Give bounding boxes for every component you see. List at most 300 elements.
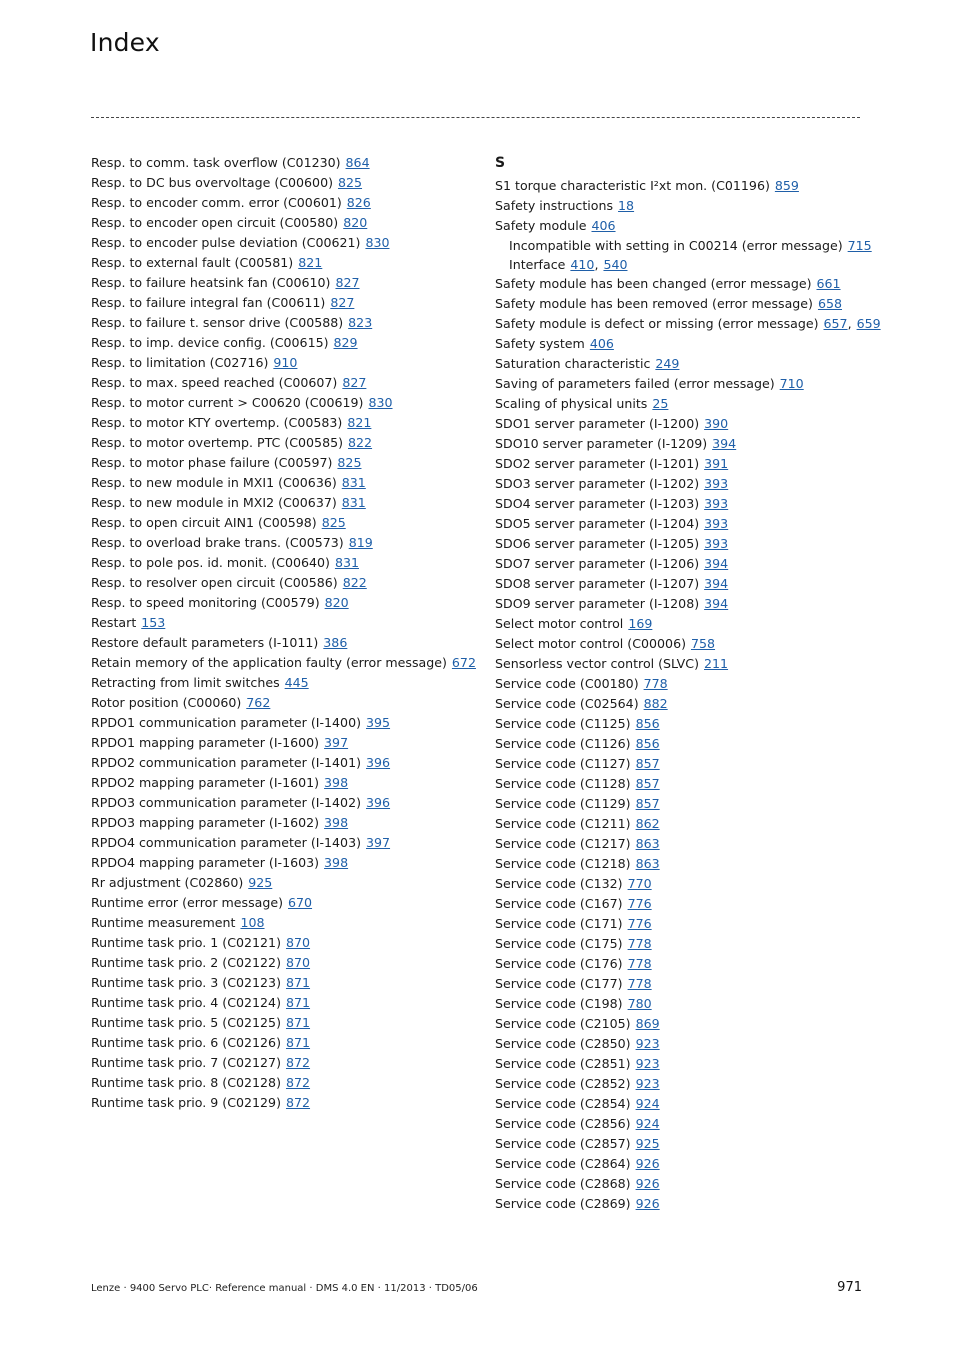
index-entry — [91, 473, 491, 493]
index-term: Service code (C2852) — [495, 1076, 631, 1091]
index-entry — [91, 673, 491, 693]
index-term: Incompatible with setting in C00214 (error message) — [509, 238, 843, 253]
index-entry — [91, 1073, 491, 1093]
index-entry — [495, 216, 895, 236]
page-link[interactable]: 670 — [288, 895, 313, 910]
page-link[interactable]: 872 — [285, 1055, 311, 1070]
page-link[interactable]: 153 — [141, 615, 166, 630]
index-entry — [495, 1034, 895, 1054]
index-term: Service code (C1211) — [495, 816, 631, 831]
page-link[interactable]: 715 — [847, 238, 872, 253]
index-term: Service code (C1218) — [495, 856, 631, 871]
page-link[interactable]: 398 — [324, 815, 349, 830]
index-entry — [495, 414, 895, 434]
index-term: Runtime task prio. 9 (C02129) — [91, 1095, 281, 1110]
index-term: Rr adjustment (C02860) — [91, 875, 244, 890]
index-subentry — [495, 255, 895, 274]
index-term: Resp. to failure integral fan (C00611) — [91, 295, 326, 310]
index-term: Service code (C2854) — [495, 1096, 631, 1111]
page-link[interactable]: 18 — [618, 198, 635, 213]
index-term: Runtime task prio. 8 (C02128) — [91, 1075, 281, 1090]
index-entry — [91, 853, 491, 873]
index-term: Runtime task prio. 4 (C02124) — [91, 995, 281, 1010]
index-term: Resp. to failure heatsink fan (C00610) — [91, 275, 331, 290]
index-entry — [91, 333, 491, 353]
index-entry — [495, 1014, 895, 1034]
index-entry — [91, 893, 491, 913]
page-link[interactable]: 924 — [635, 1116, 660, 1131]
index-term: RPDO3 communication parameter (I-1402) — [91, 795, 361, 810]
index-term: SDO8 server parameter (I-1207) — [495, 576, 700, 591]
index-entry — [495, 574, 895, 594]
index-entry — [495, 1074, 895, 1094]
index-term: Rotor position (C00060) — [91, 695, 242, 710]
index-entry — [495, 634, 895, 654]
index-term: Safety module has been changed (error message) — [495, 276, 812, 291]
page-link[interactable]: 923 — [635, 1056, 660, 1071]
index-term: Resp. to open circuit AIN1 (C00598) — [91, 515, 317, 530]
page-link[interactable]: 661 — [816, 276, 841, 291]
page-link[interactable]: 821 — [298, 255, 323, 270]
index-term: Resp. to encoder comm. error (C00601) — [91, 195, 342, 210]
page-link[interactable]: 871 — [285, 1035, 311, 1050]
page-link[interactable]: 393 — [704, 536, 729, 551]
page-link[interactable]: 926 — [635, 1156, 660, 1171]
index-entry — [495, 734, 895, 754]
page-link[interactable]: 108 — [240, 915, 265, 930]
index-entry — [495, 834, 895, 854]
index-entry — [495, 694, 895, 714]
page-link[interactable]: 882 — [643, 696, 668, 711]
index-entry — [91, 613, 491, 633]
index-entry — [91, 533, 491, 553]
page-link[interactable]: 394 — [704, 556, 729, 571]
index-entry — [91, 313, 491, 333]
page-link[interactable]: 394 — [704, 596, 729, 611]
index-term: Restart — [91, 615, 137, 630]
index-entry — [91, 733, 491, 753]
index-term: Service code (C1217) — [495, 836, 631, 851]
index-entry — [91, 253, 491, 273]
index-entry — [91, 793, 491, 813]
page-link[interactable]: 394 — [704, 576, 729, 591]
page-link[interactable]: 776 — [627, 916, 652, 931]
page-link[interactable]: 823 — [348, 315, 373, 330]
page-link[interactable]: 827 — [330, 295, 355, 310]
index-term: Runtime task prio. 1 (C02121) — [91, 935, 281, 950]
index-entry — [91, 373, 491, 393]
index-entry — [495, 1114, 895, 1134]
index-entry — [91, 393, 491, 413]
index-term: Safety module has been removed (error message) — [495, 296, 813, 311]
index-term: Safety system — [495, 336, 585, 351]
page-link[interactable]: 398 — [324, 855, 349, 870]
index-term: RPDO4 communication parameter (I-1403) — [91, 835, 361, 850]
page-link[interactable]: 386 — [323, 635, 348, 650]
page-link[interactable]: 864 — [345, 155, 370, 170]
index-entry — [91, 573, 491, 593]
index-entry — [495, 774, 895, 794]
page-link[interactable]: 862 — [635, 816, 660, 831]
index-entry — [495, 1094, 895, 1114]
index-entry — [495, 874, 895, 894]
page-link[interactable]: 393 — [704, 516, 729, 531]
page-link[interactable]: 406 — [589, 336, 614, 351]
page-link[interactable]: 923 — [635, 1036, 660, 1051]
page-link[interactable]: 821 — [347, 415, 372, 430]
index-term: Resp. to motor current > C00620 (C00619) — [91, 395, 364, 410]
page-link[interactable]: 393 — [704, 496, 729, 511]
page-link[interactable]: 872 — [285, 1095, 311, 1110]
page-link[interactable]: 394 — [712, 436, 737, 451]
index-term: Service code (C1126) — [495, 736, 631, 751]
index-entry — [495, 394, 895, 414]
index-term: RPDO1 mapping parameter (I-1600) — [91, 735, 320, 750]
index-entry — [495, 954, 895, 974]
page-link[interactable]: 822 — [342, 575, 367, 590]
index-term: Resp. to encoder open circuit (C00580) — [91, 215, 339, 230]
index-term: Resp. to motor KTY overtemp. (C00583) — [91, 415, 343, 430]
index-term: Runtime task prio. 2 (C02122) — [91, 955, 281, 970]
index-entry — [91, 153, 491, 173]
page-link[interactable]: 390 — [704, 416, 729, 431]
index-entry — [495, 554, 895, 574]
index-term: Saturation characteristic — [495, 356, 651, 371]
index-term: Scaling of physical units — [495, 396, 648, 411]
page-link[interactable]: 925 — [635, 1136, 660, 1151]
index-entry — [495, 176, 895, 196]
index-entry — [91, 553, 491, 573]
page-link[interactable]: 827 — [335, 275, 360, 290]
index-entry — [91, 813, 491, 833]
page-link[interactable]: 871 — [285, 995, 311, 1010]
page-link[interactable]: 396 — [366, 795, 391, 810]
index-term: Runtime task prio. 5 (C02125) — [91, 1015, 281, 1030]
index-term: Service code (C177) — [495, 976, 623, 991]
index-term: Service code (C2851) — [495, 1056, 631, 1071]
page-link[interactable]: 863 — [635, 856, 660, 871]
index-entry — [91, 453, 491, 473]
index-term: SDO1 server parameter (I-1200) — [495, 416, 700, 431]
footer-text: Lenze · 9400 Servo PLC· Reference manual · DMS 4.0 EN · 11/2013 · TD05/06 — [91, 1283, 478, 1294]
index-term: Service code (C2856) — [495, 1116, 631, 1131]
index-term: Service code (C176) — [495, 956, 623, 971]
page-link[interactable]: 657 — [823, 316, 848, 331]
page-link[interactable]: 758 — [691, 636, 716, 651]
index-term: Select motor control (C00006) — [495, 636, 686, 651]
page-link[interactable]: 393 — [704, 476, 729, 491]
page-link[interactable]: 870 — [285, 955, 311, 970]
index-entry — [495, 754, 895, 774]
index-term: Service code (C1125) — [495, 716, 631, 731]
index-term: Select motor control — [495, 616, 624, 631]
index-term: Service code (C1129) — [495, 796, 631, 811]
index-entry — [495, 1174, 895, 1194]
page-link[interactable]: 924 — [635, 1096, 660, 1111]
page-link[interactable]: 872 — [285, 1075, 311, 1090]
index-term: Resp. to imp. device config. (C00615) — [91, 335, 329, 350]
index-term: Service code (C2869) — [495, 1196, 631, 1211]
page-separator: , — [847, 316, 852, 331]
page-link[interactable]: 857 — [635, 776, 660, 791]
index-entry — [495, 1194, 895, 1214]
index-entry — [495, 274, 895, 294]
index-term: RPDO2 mapping parameter (I-1601) — [91, 775, 320, 790]
page-link[interactable]: 863 — [635, 836, 660, 851]
index-entry — [91, 593, 491, 613]
index-entry — [495, 794, 895, 814]
index-entry — [495, 674, 895, 694]
index-term: Service code (C167) — [495, 896, 623, 911]
index-term: Resp. to limitation (C02716) — [91, 355, 269, 370]
index-term: Safety module — [495, 218, 587, 233]
index-term: Runtime task prio. 7 (C02127) — [91, 1055, 281, 1070]
page-link[interactable]: 710 — [779, 376, 804, 391]
index-entry — [91, 913, 491, 933]
page-link[interactable]: 869 — [635, 1016, 660, 1031]
index-term: Service code (C1127) — [495, 756, 631, 771]
index-entry — [495, 994, 895, 1014]
page-link[interactable]: 211 — [704, 656, 729, 671]
page-link[interactable]: 926 — [635, 1196, 660, 1211]
index-entry — [495, 894, 895, 914]
index-term: Runtime task prio. 6 (C02126) — [91, 1035, 281, 1050]
index-entry — [495, 1154, 895, 1174]
index-term: Resp. to speed monitoring (C00579) — [91, 595, 320, 610]
page-link[interactable]: 831 — [341, 495, 366, 510]
page-link[interactable]: 857 — [635, 756, 660, 771]
page-link[interactable]: 778 — [627, 976, 652, 991]
index-term: Service code (C175) — [495, 936, 623, 951]
index-term: SDO5 server parameter (I-1204) — [495, 516, 700, 531]
page-number: 971 — [837, 1280, 862, 1295]
page-link[interactable]: 397 — [366, 835, 391, 850]
index-entry — [495, 714, 895, 734]
page-link[interactable]: 923 — [635, 1076, 660, 1091]
index-entry — [495, 514, 895, 534]
page-link[interactable]: 825 — [337, 455, 362, 470]
index-entry — [91, 773, 491, 793]
index-term: Resp. to DC bus overvoltage (C00600) — [91, 175, 333, 190]
index-entry — [495, 814, 895, 834]
page-link[interactable]: 396 — [366, 755, 391, 770]
page-link[interactable]: 540 — [603, 257, 628, 272]
index-term: Safety module is defect or missing (error message) — [495, 316, 819, 331]
index-entry — [91, 973, 491, 993]
page-link[interactable]: 659 — [856, 316, 881, 331]
index-column-left — [91, 153, 491, 1113]
page-link[interactable]: 827 — [342, 375, 367, 390]
index-entry — [91, 353, 491, 373]
index-entry — [495, 594, 895, 614]
page-link[interactable]: 25 — [652, 396, 669, 411]
index-entry — [495, 854, 895, 874]
page-link[interactable]: 395 — [366, 715, 391, 730]
index-term: RPDO2 communication parameter (I-1401) — [91, 755, 361, 770]
index-term: Resp. to overload brake trans. (C00573) — [91, 535, 344, 550]
index-term: Service code (C1128) — [495, 776, 631, 791]
index-subentry — [495, 236, 895, 255]
page-link[interactable]: 831 — [334, 555, 359, 570]
index-entry — [91, 713, 491, 733]
index-entry — [495, 474, 895, 494]
page-separator: , — [594, 257, 599, 272]
index-entry — [495, 196, 895, 216]
index-term: SDO10 server parameter (I-1209) — [495, 436, 708, 451]
index-entry — [91, 993, 491, 1013]
index-entry — [91, 193, 491, 213]
page-link[interactable]: 391 — [704, 456, 729, 471]
index-term: SDO6 server parameter (I-1205) — [495, 536, 700, 551]
page-link[interactable]: 778 — [643, 676, 668, 691]
page-link[interactable]: 822 — [348, 435, 373, 450]
page-link[interactable]: 825 — [338, 175, 363, 190]
page-link[interactable]: 406 — [591, 218, 616, 233]
page-link[interactable]: 397 — [324, 735, 349, 750]
page-link[interactable]: 658 — [817, 296, 843, 311]
index-entry — [495, 494, 895, 514]
page-link[interactable]: 829 — [333, 335, 358, 350]
index-term: Safety instructions — [495, 198, 614, 213]
page-link[interactable]: 445 — [284, 675, 309, 690]
index-entry — [91, 1013, 491, 1033]
page-link[interactable]: 831 — [341, 475, 366, 490]
index-entry — [91, 513, 491, 533]
index-entry — [495, 1134, 895, 1154]
index-term: SDO7 server parameter (I-1206) — [495, 556, 700, 571]
page-link[interactable]: 871 — [285, 975, 311, 990]
page-link[interactable]: 410 — [570, 257, 595, 272]
index-entry — [495, 314, 895, 334]
index-term: Resp. to new module in MXI1 (C00636) — [91, 475, 337, 490]
index-entry — [91, 633, 491, 653]
page-link[interactable]: 856 — [635, 736, 660, 751]
page-link[interactable]: 826 — [346, 195, 371, 210]
index-term: Runtime task prio. 3 (C02123) — [91, 975, 281, 990]
section-letter: S — [495, 155, 506, 171]
index-entry — [495, 354, 895, 374]
index-term: Resp. to external fault (C00581) — [91, 255, 294, 270]
index-term: RPDO3 mapping parameter (I-1602) — [91, 815, 320, 830]
index-entry — [91, 433, 491, 453]
index-entry — [91, 693, 491, 713]
index-entry — [495, 454, 895, 474]
index-entry — [91, 1033, 491, 1053]
page-link[interactable]: 672 — [451, 655, 476, 670]
index-term: Runtime error (error message) — [91, 895, 284, 910]
page-link[interactable]: 910 — [273, 355, 298, 370]
index-term: RPDO4 mapping parameter (I-1603) — [91, 855, 320, 870]
page-link[interactable]: 871 — [285, 1015, 311, 1030]
index-term: Saving of parameters failed (error message) — [495, 376, 775, 391]
index-entry — [91, 273, 491, 293]
page-link[interactable]: 830 — [368, 395, 393, 410]
index-term: SDO9 server parameter (I-1208) — [495, 596, 700, 611]
index-term: SDO3 server parameter (I-1202) — [495, 476, 700, 491]
index-entry — [91, 653, 491, 673]
page-link[interactable]: 778 — [627, 936, 652, 951]
index-term: Service code (C171) — [495, 916, 623, 931]
page-link[interactable]: 249 — [655, 356, 680, 371]
index-entry — [495, 434, 895, 454]
page-link[interactable]: 856 — [635, 716, 660, 731]
page-link[interactable]: 870 — [285, 935, 311, 950]
index-entry — [495, 294, 895, 314]
page-link[interactable]: 780 — [627, 996, 652, 1011]
index-term: Service code (C2864) — [495, 1156, 631, 1171]
page-link[interactable]: 819 — [348, 535, 373, 550]
index-term: Resp. to max. speed reached (C00607) — [91, 375, 338, 390]
index-term: Service code (C132) — [495, 876, 623, 891]
index-term: Interface — [509, 257, 566, 272]
index-entry — [495, 934, 895, 954]
index-entry — [495, 614, 895, 634]
index-term: Resp. to motor phase failure (C00597) — [91, 455, 333, 470]
index-entry — [495, 914, 895, 934]
page-link[interactable]: 925 — [248, 875, 273, 890]
index-term: Service code (C02564) — [495, 696, 639, 711]
page-link[interactable]: 830 — [365, 235, 390, 250]
index-term: Service code (C2850) — [495, 1036, 631, 1051]
index-term: Restore default parameters (I-1011) — [91, 635, 319, 650]
index-term: Resp. to comm. task overflow (C01230) — [91, 155, 341, 170]
index-term: Resp. to pole pos. id. monit. (C00640) — [91, 555, 330, 570]
index-term: Resp. to resolver open circuit (C00586) — [91, 575, 338, 590]
page-link[interactable]: 820 — [343, 215, 368, 230]
index-entry — [91, 413, 491, 433]
index-term: Resp. to failure t. sensor drive (C00588) — [91, 315, 344, 330]
index-entry — [495, 534, 895, 554]
page-title: Index — [90, 28, 160, 57]
index-term: Service code (C00180) — [495, 676, 639, 691]
index-entry — [91, 873, 491, 893]
page-link[interactable]: 857 — [635, 796, 660, 811]
index-term: Service code (C2105) — [495, 1016, 631, 1031]
index-entry — [91, 753, 491, 773]
index-term: Service code (C198) — [495, 996, 623, 1011]
header-divider — [91, 117, 860, 118]
index-term: Sensorless vector control (SLVC) — [495, 656, 700, 671]
index-entry — [91, 953, 491, 973]
index-entry — [495, 654, 895, 674]
index-entry — [91, 173, 491, 193]
page-link[interactable]: 926 — [635, 1176, 660, 1191]
index-entry — [91, 233, 491, 253]
page-link[interactable]: 820 — [324, 595, 349, 610]
index-entry — [91, 933, 491, 953]
index-term: SDO4 server parameter (I-1203) — [495, 496, 700, 511]
index-term: Retracting from limit switches — [91, 675, 280, 690]
page-link[interactable]: 169 — [628, 616, 653, 631]
index-term: Service code (C2857) — [495, 1136, 631, 1151]
index-term: Resp. to new module in MXI2 (C00637) — [91, 495, 337, 510]
page-link[interactable]: 859 — [774, 178, 799, 193]
index-term: Retain memory of the application faulty (error message) — [91, 655, 447, 670]
index-entry — [495, 1054, 895, 1074]
index-term: Resp. to encoder pulse deviation (C00621) — [91, 235, 361, 250]
page-link[interactable]: 762 — [246, 695, 271, 710]
index-entry — [495, 974, 895, 994]
index-term: Runtime measurement — [91, 915, 236, 930]
page-link[interactable]: 398 — [324, 775, 349, 790]
page-link[interactable]: 778 — [627, 956, 652, 971]
page-link[interactable]: 825 — [321, 515, 346, 530]
index-term: Service code (C2868) — [495, 1176, 631, 1191]
index-term: S1 torque characteristic I²xt mon. (C01196) — [495, 178, 770, 193]
index-entry — [91, 493, 491, 513]
page-link[interactable]: 776 — [627, 896, 652, 911]
page-link[interactable]: 770 — [627, 876, 652, 891]
